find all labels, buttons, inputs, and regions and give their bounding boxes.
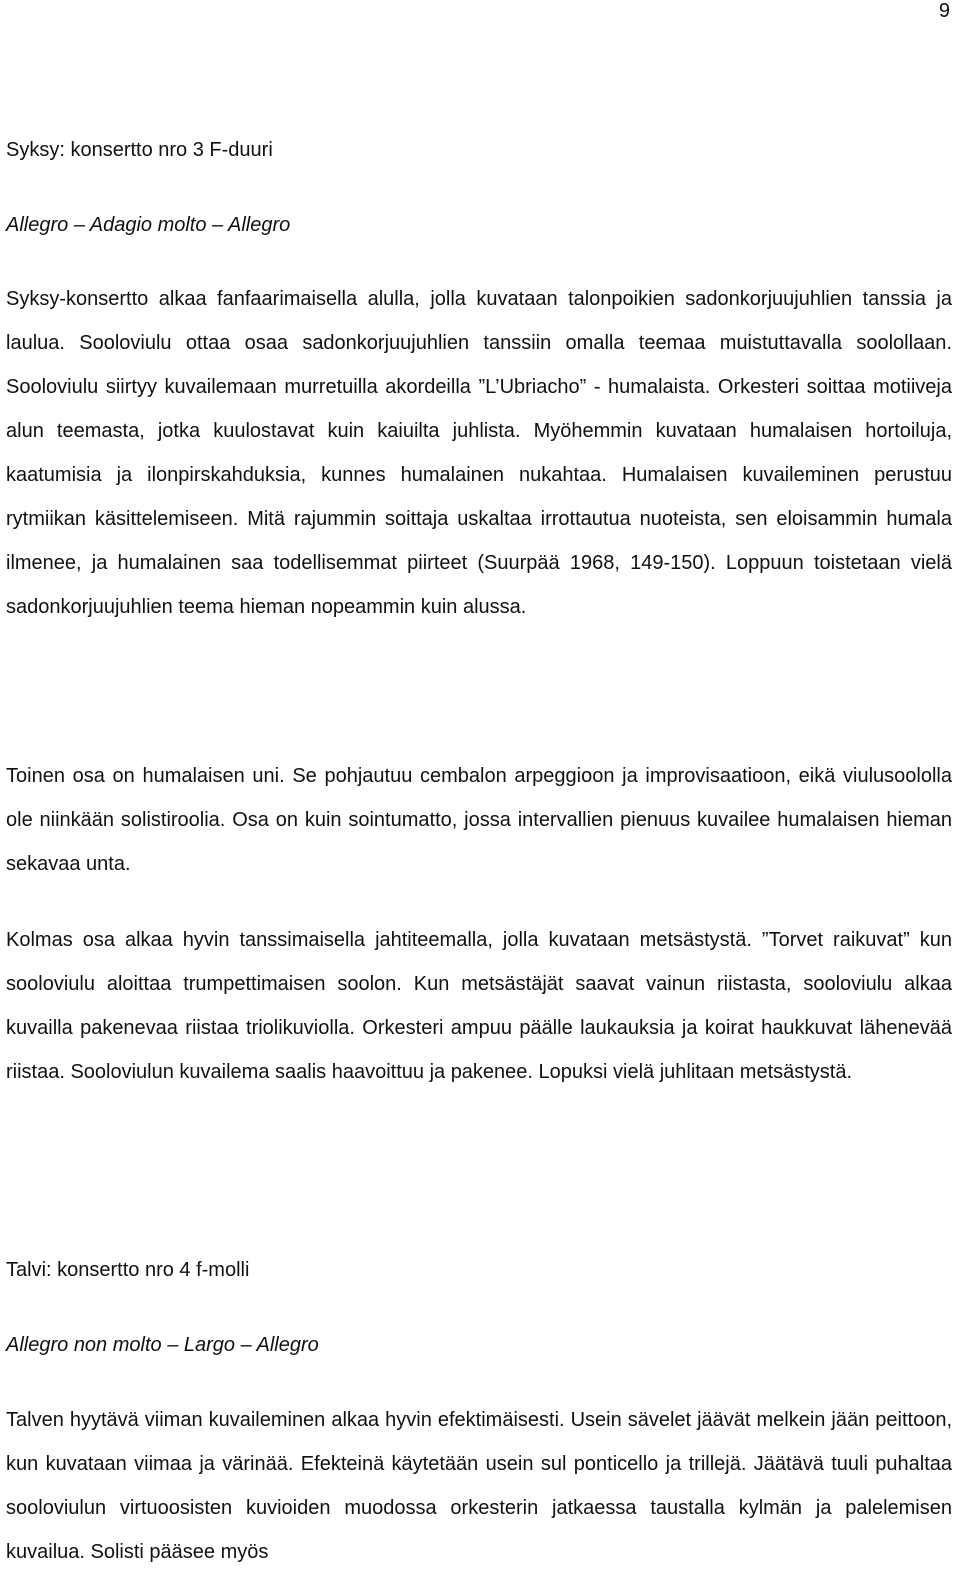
paragraph-autumn-third-movement: Kolmas osa alkaa hyvin tanssimaisella jahtiteemalla, jolla kuvataan metsästystä. ”Torvet raikuvat” kun sooloviulu aloittaa trumpettimaisen soolon. Kun metsästäjät saavat vainun riistasta, sooloviulu alkaa kuvailla pakenevaa riistaa triolikuviolla. Orkesteri ampuu päälle laukauksia ja koirat haukkuvat lähenevää riistaa. Sooloviulun kuvailema saalis haavoittuu ja pakenee. Lopuksi vielä juhlitaan metsästystä. — [6, 929, 952, 1083]
paragraph-winter-first-movement: Talven hyytävä viiman kuvaileminen alkaa hyvin efektimäisesti. Usein sävelet jäävät melkein jään peittoon, kun kuvataan viimaa ja värinää. Efekteinä käytetään usein sul ponticello ja trillejä. Jäätävä tuuli puhaltaa sooloviulun virtuoosisten kuvioiden muodossa orkesterin jatkaessa taustalla kylmän ja palelemisen kuvailua. Solisti pääsee myös — [6, 1409, 952, 1563]
section-movements-winter: Allegro non molto – Largo – Allegro — [6, 1334, 319, 1356]
paragraph-autumn-first-movement: Syksy-konsertto alkaa fanfaarimaisella alulla, jolla kuvataan talonpoikien sadonkorjuujuhlien tanssia ja laulua. Sooloviulu ottaa osaa sadonkorjuujuhlien tanssiin omalla teemaa muistuttavalla soolollaan. Sooloviulu siirtyy kuvailemaan murretuilla akordeilla ”L’Ubriacho” - humalaista. Orkesteri soittaa motiiveja alun teemasta, jotka kuulostavat kuin kaiuilta juhlista. Myöhemmin kuvataan humalaisen hortoiluja, kaatumisia ja ilonpirskahduksia, kunnes humalainen nukahtaa. Humalaisen kuvaileminen perustuu rytmiikan käsittelemiseen. Mitä rajummin soittaja uskaltaa irrottautua nuoteista, sen eloisammin humala ilmenee, ja humalainen saa todellisemmat piirteet (Suurpää 1968, 149-150). Loppuun toistetaan vielä sadonkorjuujuhlien teema hieman nopeammin kuin alussa. — [6, 288, 952, 618]
page-number: 9 — [938, 0, 950, 22]
section-heading-winter: Talvi: konsertto nro 4 f-molli — [6, 1259, 250, 1281]
section-movements-autumn: Allegro – Adagio molto – Allegro — [6, 214, 291, 236]
paragraph-autumn-second-movement: Toinen osa on humalaisen uni. Se pohjautuu cembalon arpeggioon ja improvisaatioon, eikä viulusoololla ole niinkään solistiroolia. Osa on kuin sointumatto, jossa intervallien pienuus kuvailee humalaisen hieman sekavaa unta. — [6, 765, 952, 875]
section-heading-autumn: Syksy: konsertto nro 3 F-duuri — [6, 139, 273, 161]
